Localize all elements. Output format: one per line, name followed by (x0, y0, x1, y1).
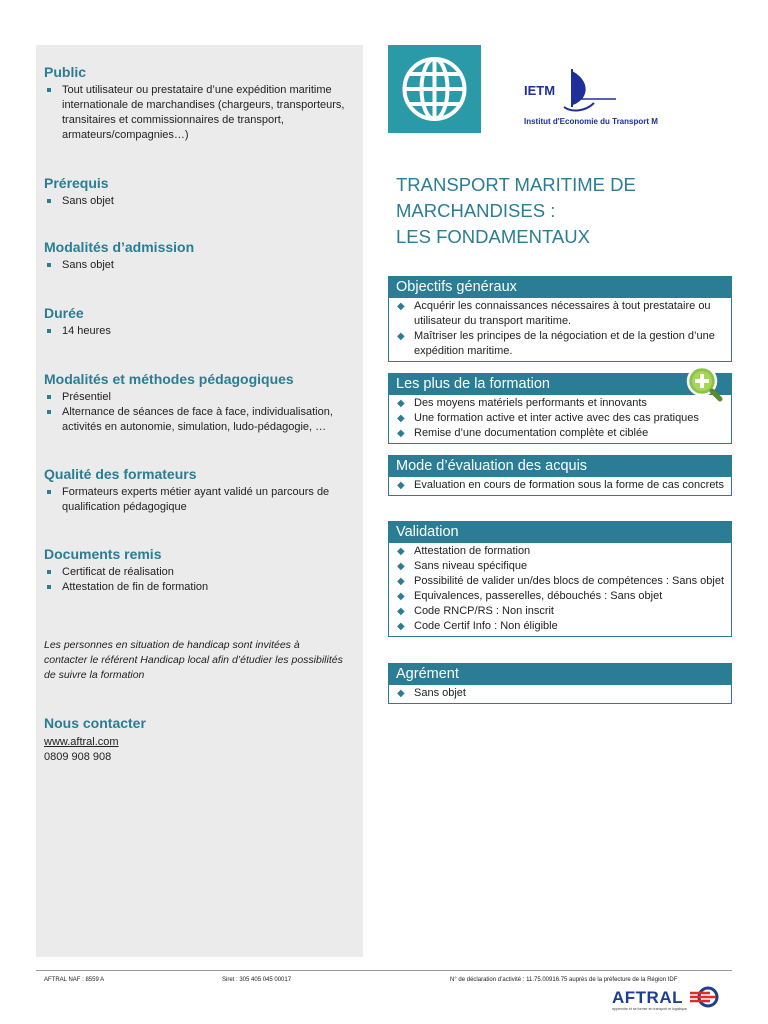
aftral-logo (612, 986, 726, 1014)
list-item: ◆ Sans niveau spécifique (395, 559, 725, 574)
title-line: TRANSPORT MARITIME DE (396, 174, 636, 195)
bullet-list (44, 83, 356, 143)
box-title: Validation (389, 522, 731, 543)
box-agrement (388, 663, 732, 704)
footer-naf: AFTRAL NAF : 8559 A (44, 977, 105, 983)
globe-icon (388, 45, 481, 133)
list-item: Formateurs experts métier ayant validé un parcours de qualification pédagogique (44, 485, 356, 515)
list-item: Sans objet (44, 258, 356, 273)
list-item: ◆ Code RNCP/RS : Non inscrit (395, 604, 725, 619)
list-item: Alternance de séances de face à face, individualisation, activités en autonomie, simulation, ludo-pédagogie, … (44, 405, 356, 435)
section-duree (44, 304, 356, 339)
bullet-list (44, 485, 356, 515)
phone-number: 0809 908 908 (44, 751, 112, 763)
list-item: Sans objet (44, 194, 356, 209)
section-prerequis (44, 174, 356, 209)
footer-siret: Siret : 305 405 045 00017 (222, 977, 292, 983)
list-item: ◆ Equivalences, passerelles, débouchés : Sans objet (395, 589, 725, 604)
website-link[interactable]: www.aftral.com (44, 736, 119, 748)
ietm-subtitle: Institut d'Economie du Transport M (524, 117, 658, 126)
aftral-swoosh-icon (688, 986, 724, 1008)
title-line: LES FONDAMENTAUX (396, 226, 590, 247)
list-item: ◆ Evaluation en cours de formation sous la forme de cas concrets (395, 478, 725, 493)
box-title: Les plus de la formation (389, 374, 731, 395)
box-title: Mode d’évaluation des acquis (389, 456, 731, 477)
section-contact (44, 714, 356, 765)
bullet-list (44, 324, 356, 339)
page-title (396, 172, 726, 250)
section-formateurs (44, 465, 356, 515)
bullet-list (389, 477, 731, 495)
bullet-list (44, 390, 356, 435)
list-item: ◆ Une formation active et inter active avec des cas pratiques (395, 411, 725, 426)
box-objectifs (388, 276, 732, 362)
section-methodes (44, 370, 356, 435)
bullet-list (44, 565, 356, 595)
bullet-list (44, 194, 356, 209)
footer-declaration: N° de déclaration d’activité : 11.75.00916.75 auprès de la préfecture de la Région IDF (450, 977, 678, 983)
section-title: Documents remis (44, 546, 162, 562)
handicap-notice: Les personnes en situation de handicap sont invitées à contacter le référent Handicap local afin d’étudier les possibilités de suivre la formation (44, 639, 343, 681)
box-title: Objectifs généraux (389, 277, 731, 298)
section-documents (44, 545, 356, 595)
section-title: Qualité des formateurs (44, 466, 197, 482)
left-panel (36, 45, 363, 957)
bullet-list (389, 543, 731, 636)
section-title: Modalités et méthodes pédagogiques (44, 371, 294, 387)
section-title: Nous contacter (44, 715, 146, 731)
bullet-list (44, 258, 356, 273)
list-item: ◆ Sans objet (395, 686, 725, 701)
bullet-list (389, 685, 731, 703)
box-evaluation (388, 455, 732, 496)
list-item: ◆ Remise d’une documentation complète et ciblée (395, 426, 725, 441)
list-item: Attestation de fin de formation (44, 580, 356, 595)
box-plus (388, 373, 732, 444)
ietm-name: IETM (524, 83, 556, 98)
aftral-brand: AFTRAL (612, 988, 683, 1007)
list-item: ◆ Maîtriser les principes de la négociation et de la gestion d’une expédition maritime. (395, 329, 725, 359)
aftral-tagline: apprendre et se former en transport et logistique (612, 1007, 687, 1011)
list-item: ◆ Des moyens matériels performants et innovants (395, 396, 725, 411)
section-admission (44, 238, 356, 273)
box-title: Agrément (389, 664, 731, 685)
section-title: Modalités d’admission (44, 239, 195, 255)
list-item: ◆ Possibilité de valider un/des blocs de compétences : Sans objet (395, 574, 725, 589)
box-validation (388, 521, 732, 637)
section-title: Prérequis (44, 175, 109, 191)
list-item: ◆ Attestation de formation (395, 544, 725, 559)
footer-divider (36, 970, 732, 971)
list-item: Présentiel (44, 390, 356, 405)
bullet-list (389, 298, 731, 361)
section-public (44, 63, 356, 143)
title-line: MARCHANDISES : (396, 200, 556, 221)
list-item: Certificat de réalisation (44, 565, 356, 580)
globe-tile (388, 45, 481, 133)
bullet-list (389, 395, 731, 443)
zoom-plus-icon (685, 365, 723, 403)
ietm-logo (520, 65, 680, 130)
section-title: Durée (44, 305, 84, 321)
list-item: ◆ Code Certif Info : Non éligible (395, 619, 725, 634)
list-item: Tout utilisateur ou prestataire d’une expédition maritime internationale de marchandises (chargeurs, transporteurs, transitaires et commissionnaires de transport, armateurs/compagnies…) (44, 83, 356, 143)
section-title: Public (44, 64, 87, 80)
list-item: ◆ Acquérir les connaissances nécessaires à tout prestataire ou utilisateur du transport maritime. (395, 299, 725, 329)
list-item: 14 heures (44, 324, 356, 339)
